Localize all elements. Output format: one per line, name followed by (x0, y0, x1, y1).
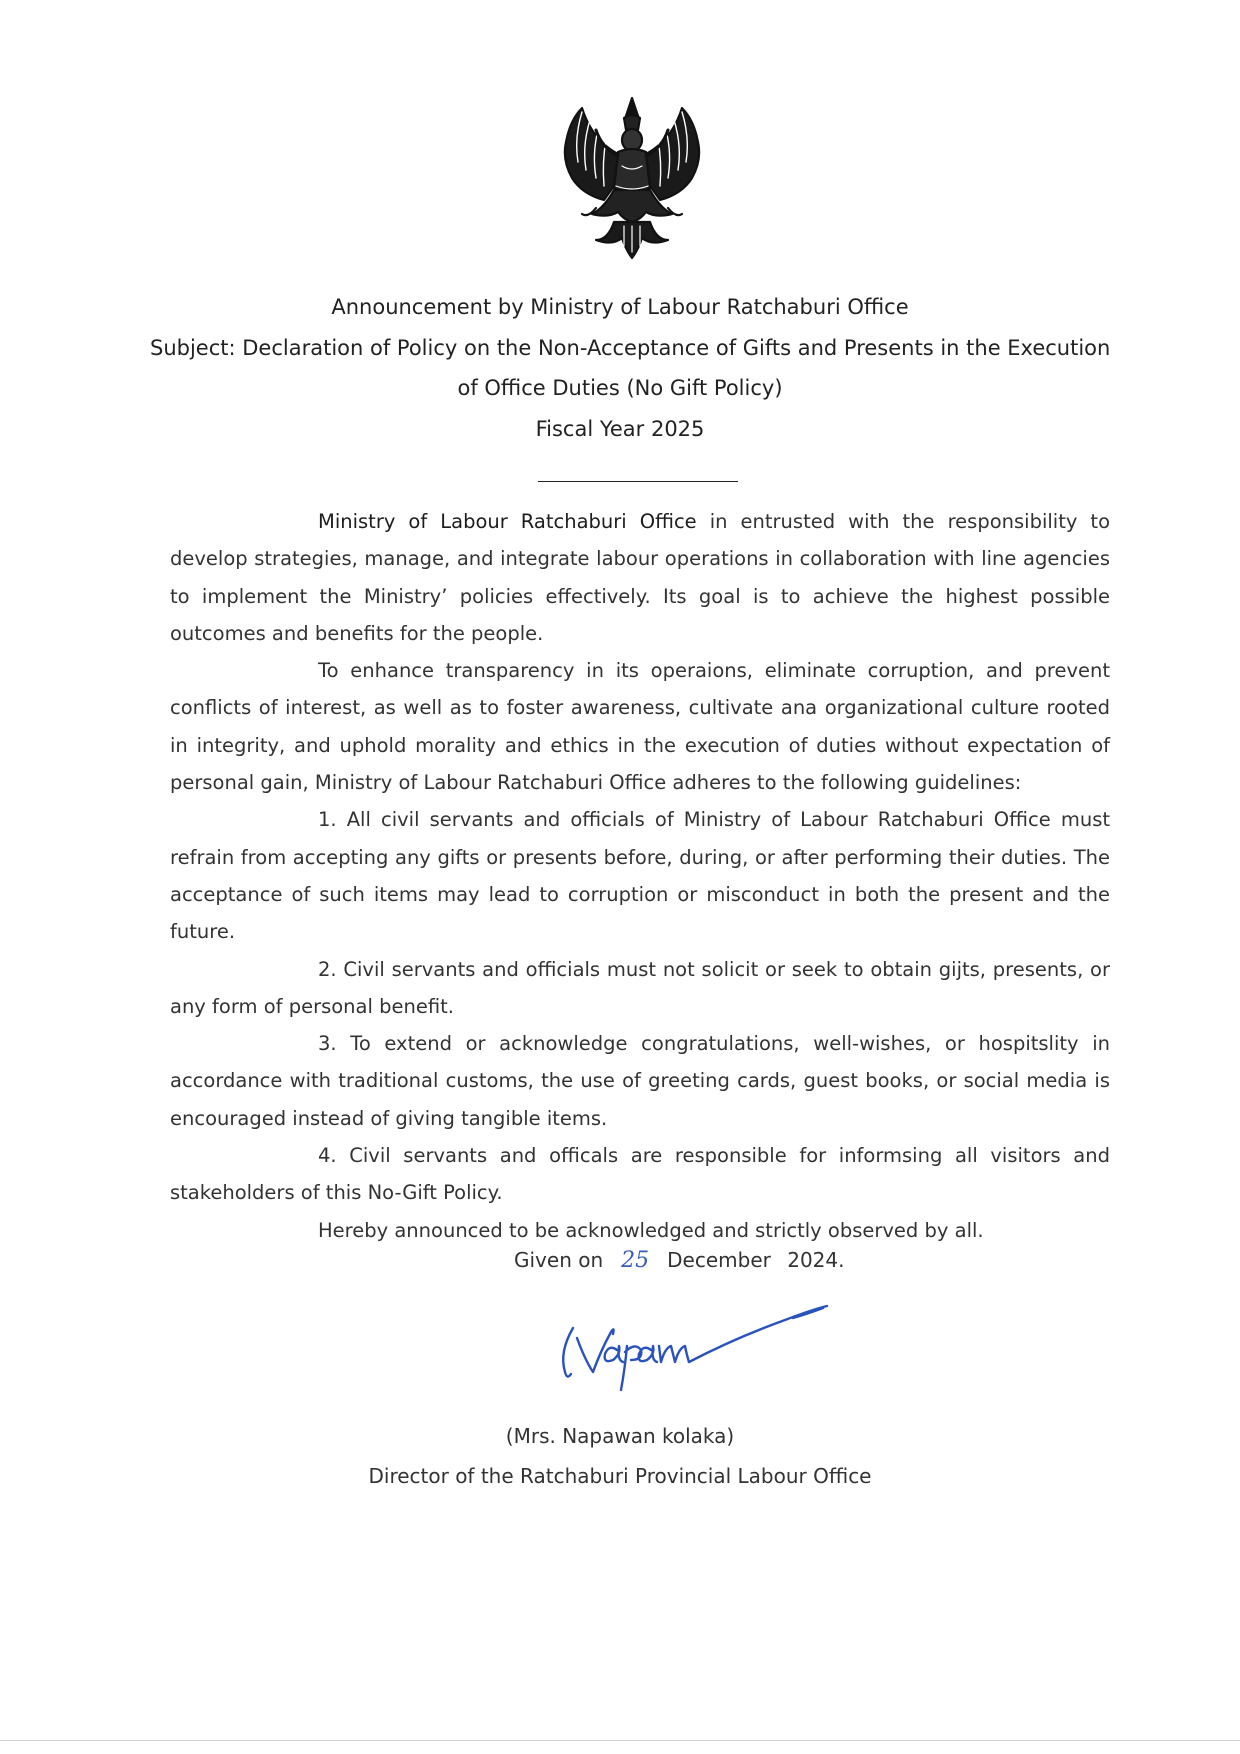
given-date (514, 1248, 844, 1273)
signer-block (300, 1416, 940, 1496)
subject-line-continued: of Office Duties (No Gift Policy) (457, 376, 783, 400)
signer-title: Director of the Ratchaburi Provincial Labour Office (368, 1464, 872, 1488)
given-year: 2024. (787, 1248, 845, 1272)
announcement-body (170, 503, 1110, 1249)
fiscal-year: Fiscal Year 2025 (535, 416, 705, 441)
signer-name: (Mrs. Napawan kolaka) (505, 1424, 735, 1448)
given-day: 25 (621, 1248, 650, 1273)
guideline-item-3: 3. To extend or acknowledge congratulations, well-wishes, or hospitslity in accordance with traditional customs, the use of greeting cards, guest books, or social media is encouraged instead of giving tangible items. (170, 1032, 1110, 1130)
subject-line: Subject: Declaration of Policy on the Non-Acceptance of Gifts and Presents in the Execution (150, 335, 1111, 360)
announcement-title: Announcement by Ministry of Labour Ratchaburi Office (331, 295, 909, 319)
purpose-paragraph: To enhance transparency in its operaions, eliminate corruption, and prevent conflicts of interest, as well as to foster awareness, cultivate ana organizational culture rooted in integrity, and uphold morality and ethics in the execution of duties without expectation of personal gain, Ministry of Labour Ratchaburi Office adheres to the following guidelines: (170, 659, 1110, 795)
closing-statement: Hereby announced to be acknowledged and strictly observed by all. (318, 1218, 984, 1242)
office-name: Ministry of Labour Ratchaburi Office (318, 510, 697, 533)
guideline-item-1: 1. All civil servants and officials of Ministry of Labour Ratchaburi Office must refrain from accepting any gifts or presents before, during, or after performing their duties. The acceptance of such items may lead to corruption or misconduct in both the present and the future. (170, 808, 1110, 944)
given-month: December (667, 1248, 771, 1272)
header-divider (538, 481, 738, 482)
handwritten-signature (555, 1298, 845, 1394)
garuda-emblem-icon (552, 90, 712, 268)
guideline-item-2: 2. Civil servants and officials must not solicit or seek to obtain gijts, presents, or any form of personal benefit. (170, 957, 1110, 1018)
guideline-item-4: 4. Civil servants and officals are responsible for informsing all visitors and stakeholders of this No-Gift Policy. (170, 1144, 1110, 1205)
page-bottom-edge (0, 1740, 1240, 1741)
intro-text: in entrusted with the responsibility to develop strategies, manage, and integrate labour operations in collaboration with line agencies to implement the Ministry’ policies effectively. Its goal is to achieve the highest possible outcomes and benefits for the people. (170, 510, 1110, 645)
intro-paragraph (170, 503, 1110, 652)
announcement-header (150, 287, 1111, 449)
given-prefix: Given on (514, 1248, 604, 1272)
